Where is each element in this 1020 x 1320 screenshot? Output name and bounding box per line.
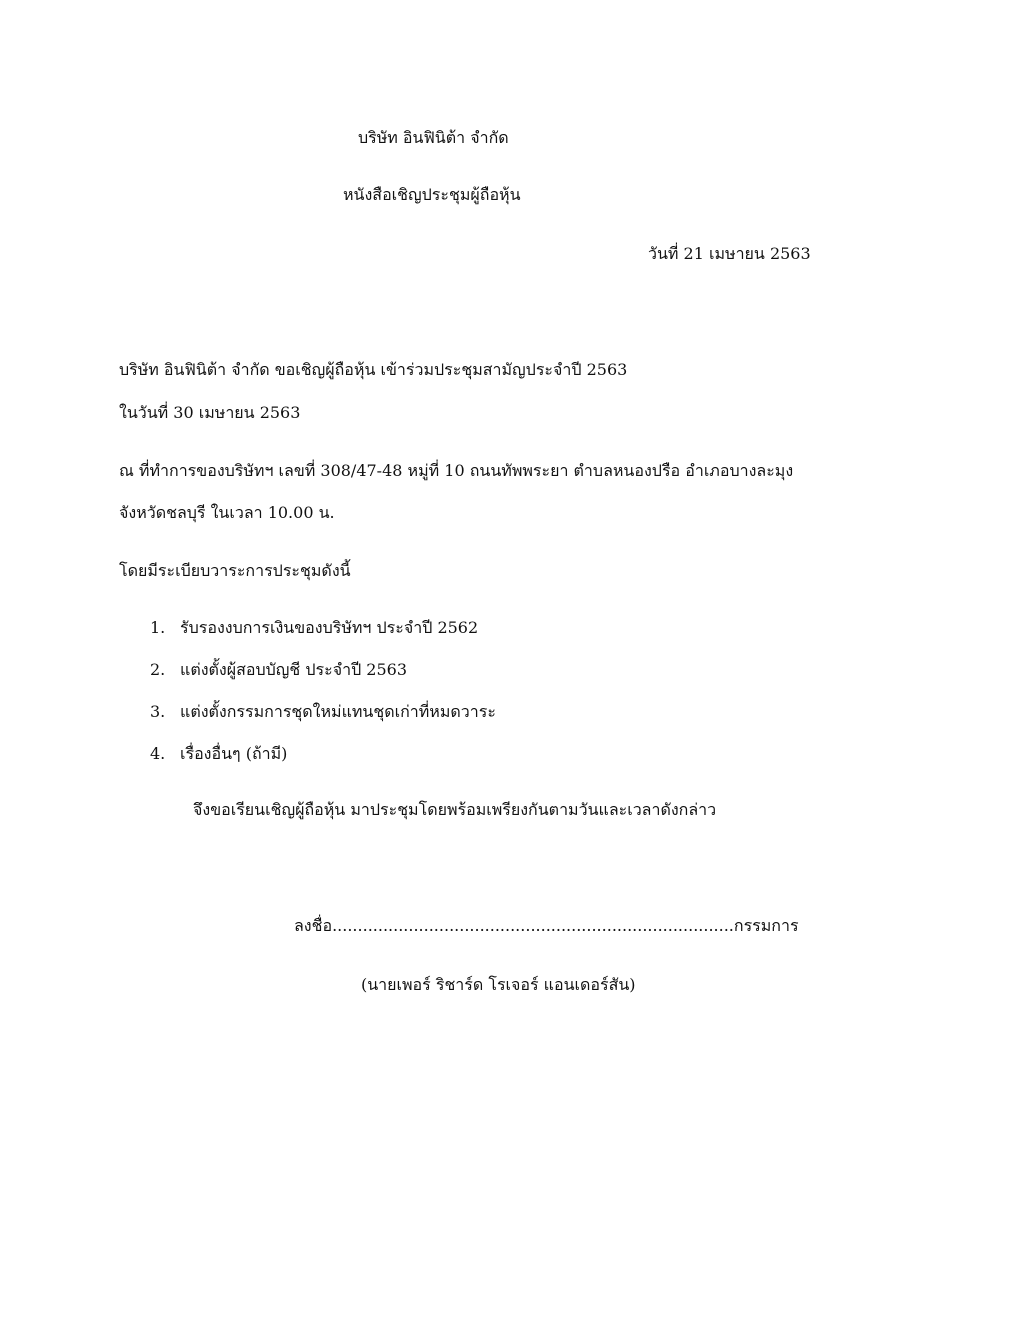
agenda-item-text: แต่งตั้งผู้สอบบัญชี ประจำปี 2563 bbox=[180, 660, 408, 679]
agenda-item bbox=[150, 660, 496, 702]
signatory-name: (นายเพอร์ ริชาร์ด โรเจอร์ แอนเดอร์สัน) bbox=[361, 975, 636, 994]
invitation-line-1: บริษัท อินฟินิต้า จำกัด ขอเชิญผู้ถือหุ้น เข้าร่วมประชุมสามัญประจำปี 2563 bbox=[119, 360, 628, 379]
invitation-line-2: ในวันที่ 30 เมษายน 2563 bbox=[119, 403, 301, 422]
location-line-1: ณ ที่ทำการของบริษัทฯ เลขที่ 308/47-48 หมู่ที่ 10 ถนนทัพพระยา ตำบลหนองปรือ อำเภอบางละมุง bbox=[119, 461, 794, 480]
agenda-item bbox=[150, 702, 496, 744]
document-title: หนังสือเชิญประชุมผู้ถือหุ้น bbox=[343, 185, 521, 204]
agenda-item-number: 1. bbox=[150, 618, 166, 637]
agenda-item-text: แต่งตั้งกรรมการชุดใหม่แทนชุดเก่าที่หมดวาระ bbox=[180, 702, 496, 721]
agenda-item bbox=[150, 744, 496, 786]
agenda-item-number: 4. bbox=[150, 744, 166, 763]
agenda-item-text: เรื่องอื่นๆ (ถ้ามี) bbox=[180, 744, 288, 763]
agenda-item-text: รับรองงบการเงินของบริษัทฯ ประจำปี 2562 bbox=[180, 618, 479, 637]
closing-paragraph: จึงขอเรียนเชิญผู้ถือหุ้น มาประชุมโดยพร้อมเพรียงกันตามวันและเวลาดังกล่าว bbox=[193, 800, 717, 819]
company-name: บริษัท อินฟินิต้า จำกัด bbox=[358, 128, 509, 147]
agenda-list bbox=[150, 618, 496, 786]
document-date: วันที่ 21 เมษายน 2563 bbox=[648, 244, 811, 263]
location-line-2: จังหวัดชลบุรี ในเวลา 10.00 น. bbox=[119, 503, 335, 522]
agenda-intro: โดยมีระเบียบวาระการประชุมดังนี้ bbox=[119, 561, 351, 580]
agenda-item-number: 3. bbox=[150, 702, 166, 721]
agenda-item-number: 2. bbox=[150, 660, 166, 679]
agenda-item bbox=[150, 618, 496, 660]
signature-line: ลงชื่อ...............................................................................กรรมการ bbox=[294, 916, 799, 935]
